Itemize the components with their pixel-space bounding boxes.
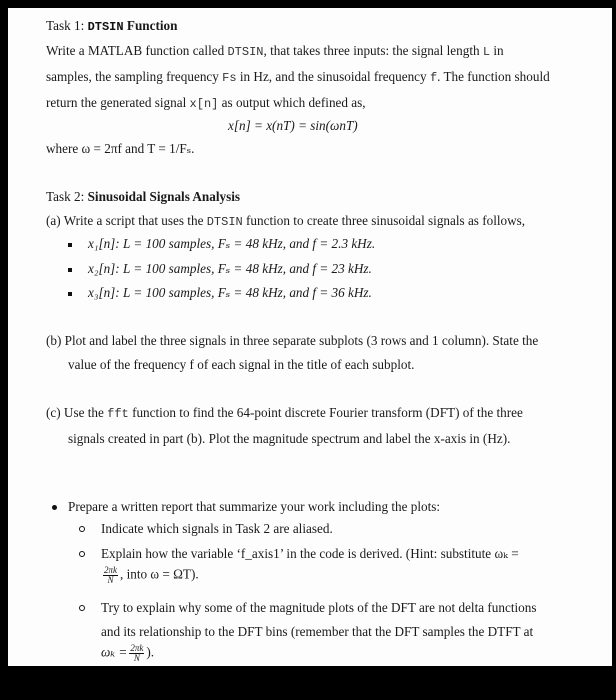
report-item-dft-line1: Try to explain why some of the magnitude plots of the DFT are not delta functions	[101, 600, 537, 615]
bullet-circle	[79, 526, 85, 532]
document-page	[8, 8, 612, 666]
signal-x3: x₃[n]: L = 100 samples, Fₛ = 48 kHz, and f = 36 kHz.	[88, 285, 372, 300]
bullet-circle	[79, 551, 85, 557]
bullet-square	[68, 243, 72, 247]
signal-x2: x₂[n]: L = 100 samples, Fₛ = 48 kHz, and f = 23 kHz.	[88, 261, 372, 276]
task1-line1: Write a MATLAB function called DTSIN, that takes three inputs: the signal length L in	[46, 43, 504, 59]
task2-title: Task 2: Sinusoidal Signals Analysis	[46, 189, 241, 204]
bottom-black-bar	[0, 666, 616, 700]
report-item-dft-line2: and its relationship to the DFT bins (remember that the DFT samples the DTFT at	[101, 624, 534, 639]
task2-part-a: (a) Write a script that uses the DTSIN function to create three sinusoidal signals as follows,	[46, 213, 526, 229]
task2-part-b-line1: (b) Plot and label the three signals in three separate subplots (3 rows and 1 column). State the	[46, 333, 539, 348]
report-item-dft-line3: ωₖ = $\frac{2\pi k}{N}$ ).	[101, 643, 155, 663]
task2-part-b-line2: value of the frequency f of each signal in the title of each subplot.	[68, 357, 415, 372]
bullet-square	[68, 292, 72, 296]
signal-x1: x₁[n]: L = 100 samples, Fₛ = 48 kHz, and f = 2.3 kHz.	[88, 236, 376, 251]
task2-part-c-line1: (c) Use the fft function to find the 64-point discrete Fourier transform (DFT) of the three	[46, 405, 523, 421]
fraction-2pik-over-n: $\frac{2\pi k}{N}$	[130, 643, 144, 663]
task1-line3: return the generated signal x[n] as output which defined as,	[46, 95, 366, 111]
bullet-circle	[79, 605, 85, 611]
bullet-dot	[52, 505, 57, 510]
bullet-square	[68, 268, 72, 272]
fraction-2pik-over-n: $\frac{2\pi k}{N}$	[104, 565, 118, 585]
task2-part-c-line2: signals created in part (b). Plot the magnitude spectrum and label the x-axis in (Hz).	[68, 431, 511, 446]
report-item-aliased: Indicate which signals in Task 2 are aliased.	[101, 521, 333, 536]
signal-equation: x[n] = x(nT) = sin(ωnT)	[228, 118, 358, 133]
task1-line2: samples, the sampling frequency Fs in Hz, and the sinusoidal frequency f. The function should	[46, 69, 550, 85]
task1-title: Task 1: DTSIN Function	[46, 18, 178, 34]
report-item-faxis-line1: Explain how the variable ‘f_axis1’ in the code is derived. (Hint: substitute ωₖ =	[101, 546, 519, 561]
report-intro: Prepare a written report that summarize your work including the plots:	[68, 499, 441, 514]
where-line: where ω = 2πf and T = 1/Fₛ.	[46, 141, 195, 156]
report-item-faxis-line2: $\frac{2\pi k}{N}$ , into ω = ΩT).	[104, 565, 199, 585]
